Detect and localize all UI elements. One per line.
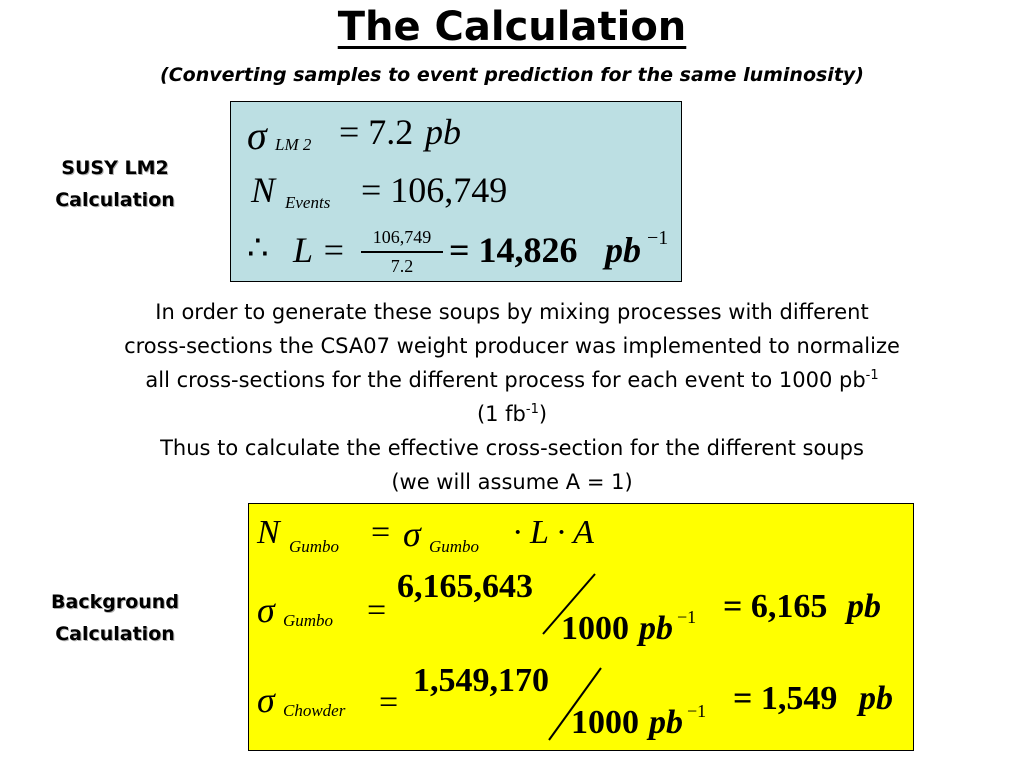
susy-equation-box: [230, 101, 682, 282]
n-value: = 106,749: [361, 170, 508, 210]
eq3-denominator: 1000: [571, 704, 639, 741]
explanation-line-3-text: all cross-sections for the different process for each event to 1000 pb: [145, 368, 866, 392]
eq1-n-symbol: N: [257, 514, 280, 551]
background-label-line2: Calculation: [55, 623, 175, 645]
sigma-value: = 7.2: [339, 112, 414, 152]
eq2-sigma-subscript: Gumbo: [283, 611, 334, 630]
eq3-den-unit: pb: [649, 704, 683, 741]
n-symbol: N: [251, 170, 276, 210]
sigma-subscript: LM 2: [275, 135, 312, 154]
eq2-equals: =: [367, 592, 387, 629]
l-value: = 14,826: [449, 230, 578, 270]
eq2-den-exponent: −1: [677, 607, 697, 627]
page-subtitle: (Converting samples to event prediction for the same luminosity): [160, 64, 864, 86]
explanation-line-4-pre: (1 fb: [476, 402, 526, 426]
explanation-line-4: [0, 397, 1024, 431]
eq2-denominator: 1000: [561, 610, 629, 647]
fraction-bar: [361, 251, 443, 253]
eq3-den-exponent: −1: [687, 701, 707, 721]
n-subscript: Events: [285, 193, 331, 212]
susy-label-line2: Calculation: [55, 189, 175, 211]
background-equation-box: [248, 503, 914, 751]
explanation-line-5: Thus to calculate the effective cross-section for the different soups: [160, 436, 864, 460]
susy-label: [20, 152, 210, 216]
explanation-line-6: (we will assume A = 1): [391, 470, 633, 494]
eq1-rest: · L · A: [513, 514, 594, 551]
eq1-sigma-subscript: Gumbo: [429, 537, 480, 556]
eq3-sigma-subscript: Chowder: [283, 701, 346, 720]
explanation-line-1: In order to generate these soups by mixing processes with different: [155, 300, 869, 324]
explanation-line-4-sup: -1: [525, 402, 539, 417]
explanation-line-2: cross-sections the CSA07 weight producer was implemented to normalize: [124, 334, 900, 358]
eq3-result: = 1,549: [733, 680, 838, 717]
eq2-numerator: 6,165,643: [397, 568, 533, 605]
l-symbol: L =: [293, 230, 346, 270]
sigma-symbol: σ: [247, 113, 267, 158]
page-title: The Calculation: [337, 4, 687, 50]
l-unit: pb: [605, 230, 641, 270]
l-exponent: −1: [647, 227, 669, 249]
therefore-symbol: ∴: [247, 230, 269, 267]
background-label-line1: Background: [51, 591, 179, 613]
eq3-numerator: 1,549,170: [413, 662, 549, 699]
eq3-result-unit: pb: [859, 680, 893, 717]
sigma-unit: pb: [425, 112, 461, 152]
eq2-result: = 6,165: [723, 588, 828, 625]
eq1-sigma-symbol: σ: [403, 514, 421, 554]
susy-label-line1: SUSY LM2: [61, 157, 169, 179]
fraction-numerator: 106,749: [372, 227, 432, 247]
explanation-line-4-post: ): [538, 402, 548, 426]
explanation-line-3-sup: -1: [865, 368, 879, 383]
eq3-sigma-symbol: σ: [257, 680, 275, 720]
eq1-equals: =: [371, 514, 391, 551]
eq2-result-unit: pb: [847, 588, 881, 625]
background-label: [15, 586, 215, 650]
eq1-n-subscript: Gumbo: [289, 537, 340, 556]
eq2-sigma-symbol: σ: [257, 590, 275, 630]
eq2-den-unit: pb: [639, 610, 673, 647]
fraction-denominator: 7.2: [390, 256, 414, 276]
explanation-line-3: [0, 363, 1024, 397]
eq3-equals: =: [379, 684, 399, 721]
